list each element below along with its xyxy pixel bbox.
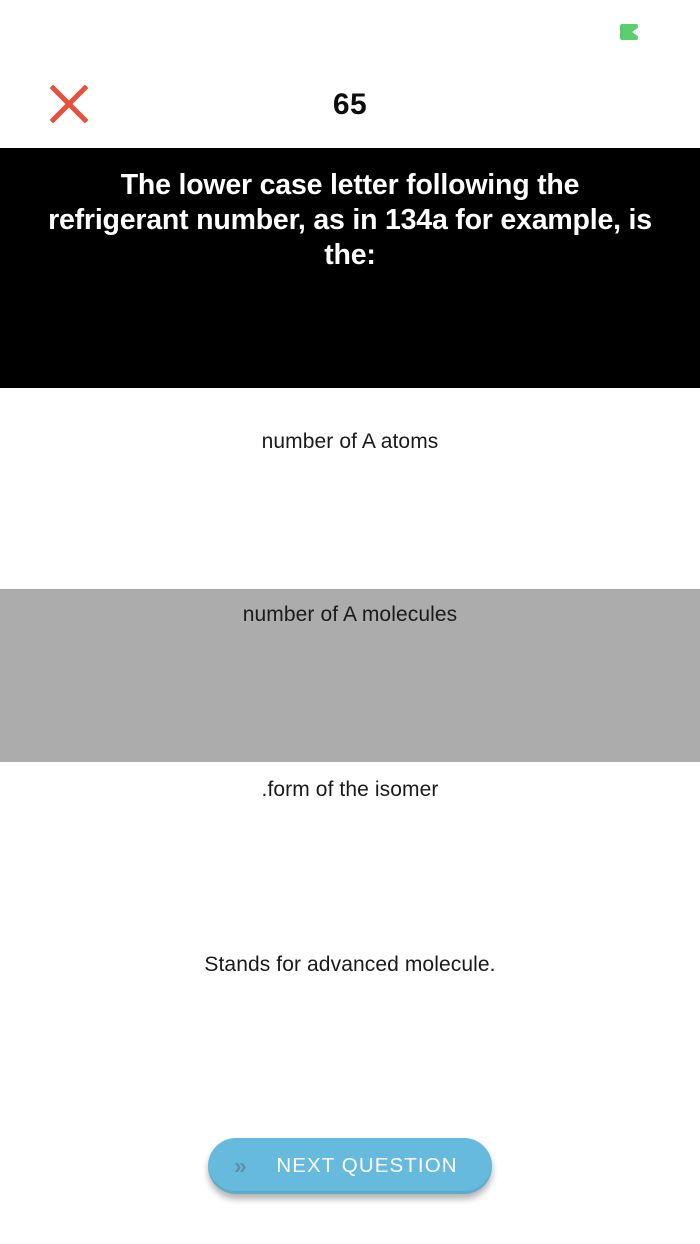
- next-question-button[interactable]: [208, 1138, 492, 1194]
- answer-option-0[interactable]: [0, 388, 700, 589]
- double-chevron-right-icon: »: [234, 1152, 244, 1179]
- answer-option-label: .form of the isomer: [261, 778, 439, 801]
- answer-option-1[interactable]: [0, 589, 700, 762]
- question-number: 65: [332, 88, 368, 121]
- answer-option-3[interactable]: [0, 935, 700, 1115]
- status-bar: [0, 0, 700, 62]
- next-button-container: [0, 1138, 700, 1194]
- next-question-label: NEXT QUESTION: [276, 1154, 458, 1177]
- answer-option-2[interactable]: [0, 762, 700, 935]
- green-badge-icon: [620, 24, 638, 40]
- question-panel: [0, 148, 700, 388]
- question-text: The lower case letter following the refrigerant number, as in 134a for example, is the:: [48, 169, 652, 271]
- answer-options-list: [0, 388, 700, 1115]
- answer-option-label: number of A molecules: [242, 603, 458, 626]
- quiz-header: [0, 62, 700, 148]
- answer-option-label: number of A atoms: [261, 430, 439, 453]
- answer-option-label: Stands for advanced molecule.: [204, 953, 496, 976]
